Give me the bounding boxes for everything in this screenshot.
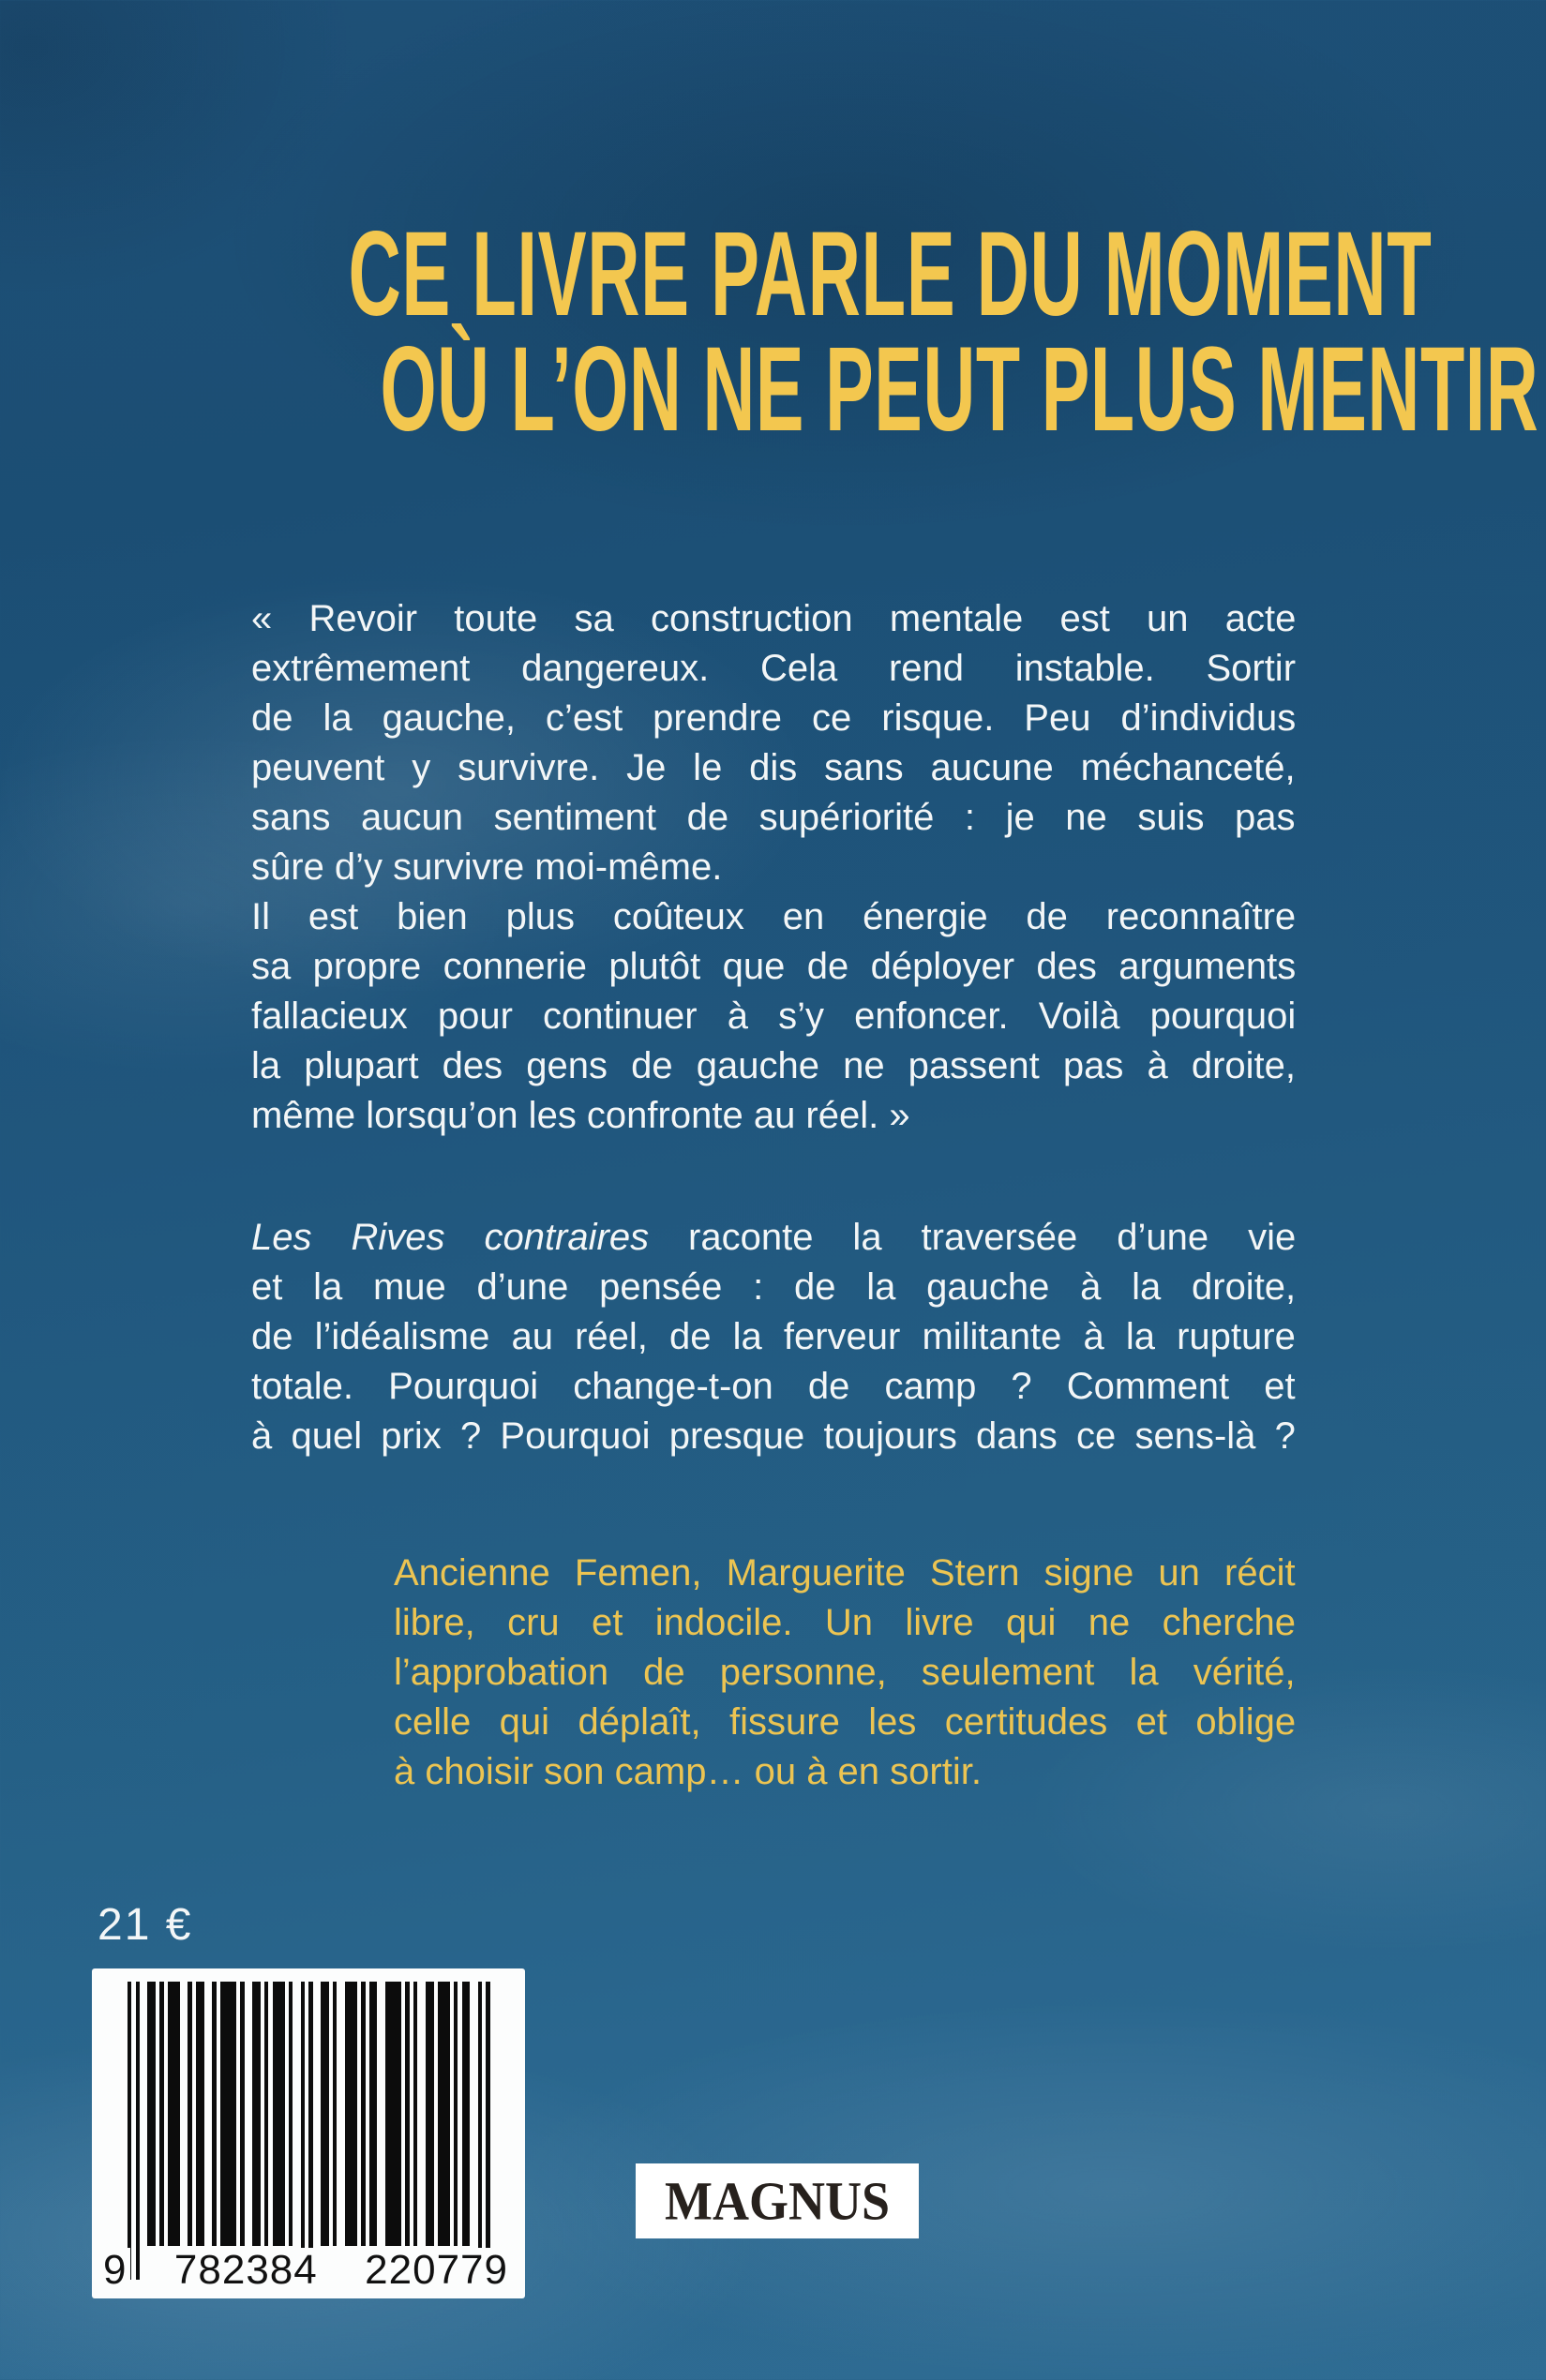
cover-title-line-2 <box>0 322 1546 457</box>
barcode-bar <box>289 1982 293 2246</box>
barcode <box>92 1968 525 2298</box>
book-title-italic: Les Rives contraires <box>251 1217 650 1258</box>
quote-line: sûre d’y survivre moi-même. <box>251 846 723 888</box>
publisher-logo <box>636 2163 919 2238</box>
synopsis-line: Les Rives contraires raconte la traversée d’une vie <box>251 1217 1297 1258</box>
isbn-prefix-digit: 9 <box>99 2248 130 2293</box>
quote-line: extrêmement dangereux. Cela rend instable. Sortir <box>251 648 1297 689</box>
cover-title-line-1 <box>0 207 1546 341</box>
isbn-group-2: 220779 <box>361 2248 512 2293</box>
barcode-bar <box>264 1982 268 2246</box>
pitch-line: Ancienne Femen, Marguerite Stern signe un récit <box>394 1552 1296 1594</box>
barcode-bar <box>301 1982 305 2280</box>
barcode-bar <box>405 1982 409 2246</box>
synopsis-line: à quel prix ? Pourquoi presque toujours dans ce sens-là ? <box>251 1415 1296 1457</box>
isbn-group-1: 782384 <box>171 2248 322 2293</box>
barcode-bar <box>361 1982 365 2246</box>
barcode-bar <box>196 1982 204 2246</box>
barcode-bar <box>345 1982 357 2246</box>
barcode-bar <box>462 1982 471 2246</box>
quote-line: peuvent y survivre. Je le dis sans aucune méchanceté, <box>251 747 1296 788</box>
pitch-line: celle qui déplaît, fissure les certitudes et oblige <box>394 1701 1297 1743</box>
quote-line: même lorsqu’on les confronte au réel. » <box>251 1095 910 1136</box>
synopsis-line: totale. Pourquoi change-t-on de camp ? Comment et <box>251 1366 1296 1407</box>
barcode-bar <box>426 1982 434 2246</box>
barcode-bar <box>128 1982 131 2280</box>
quote-line: « Revoir toute sa construction mentale est un acte <box>251 598 1297 639</box>
barcode-bar <box>308 1982 312 2280</box>
publisher-logo-text: MAGNUS <box>665 2170 890 2232</box>
price-label: 21 € <box>98 1900 193 1950</box>
cover-title-line-2-text: OÙ L’ON NE PEUT PLUS MENTIR <box>380 322 1539 457</box>
barcode-bar <box>273 1982 285 2246</box>
pitch-line: libre, cru et indocile. Un livre qui ne cherche <box>394 1602 1296 1643</box>
barcode-bar <box>385 1982 401 2246</box>
barcode-bar <box>159 1982 163 2246</box>
synopsis-line: de l’idéalisme au réel, de la ferveur militante à la rupture <box>251 1316 1296 1357</box>
pitch-paragraph <box>394 1549 1296 1797</box>
barcode-bar <box>136 1982 140 2280</box>
quote-line: sa propre connerie plutôt que de déployer des arguments <box>251 946 1297 987</box>
barcode-isbn <box>99 2248 512 2293</box>
barcode-bars <box>128 1982 490 2280</box>
quote-line: fallacieux pour continuer à s’y enfoncer. Voilà pourquoi <box>251 995 1297 1037</box>
barcode-bar <box>252 1982 261 2246</box>
barcode-bar <box>486 1982 489 2280</box>
barcode-bar <box>321 1982 329 2246</box>
synopsis-line: et la mue d’une pensée : de la gauche à la droite, <box>251 1266 1297 1308</box>
quote-line: de la gauche, c’est prendre ce risque. Peu d’individus <box>251 697 1297 739</box>
barcode-bar <box>147 1982 156 2246</box>
cover-title-line-1-text: CE LIVRE PARLE DU MOMENT <box>348 207 1433 341</box>
synopsis-paragraph <box>251 1213 1296 1461</box>
pitch-line: l’approbation de personne, seulement la vérité, <box>394 1652 1296 1693</box>
quote-line: sans aucun sentiment de supériorité : je ne suis pas <box>251 797 1296 838</box>
barcode-bar <box>188 1982 191 2246</box>
barcode-bar <box>478 1982 482 2280</box>
barcode-bar <box>168 1982 180 2246</box>
barcode-bar <box>413 1982 417 2246</box>
barcode-bar <box>220 1982 236 2246</box>
quote-paragraph <box>251 594 1296 1141</box>
barcode-bar <box>369 1982 378 2246</box>
barcode-bar <box>454 1982 458 2246</box>
barcode-bar <box>438 1982 450 2246</box>
barcode-bar <box>212 1982 216 2246</box>
quote-line: Il est bien plus coûteux en énergie de reconnaître <box>251 896 1297 937</box>
quote-line: la plupart des gens de gauche ne passent pas à droite, <box>251 1045 1297 1086</box>
barcode-bar <box>333 1982 337 2246</box>
barcode-bar <box>240 1982 244 2246</box>
pitch-line: à choisir son camp… ou à en sortir. <box>394 1751 982 1792</box>
